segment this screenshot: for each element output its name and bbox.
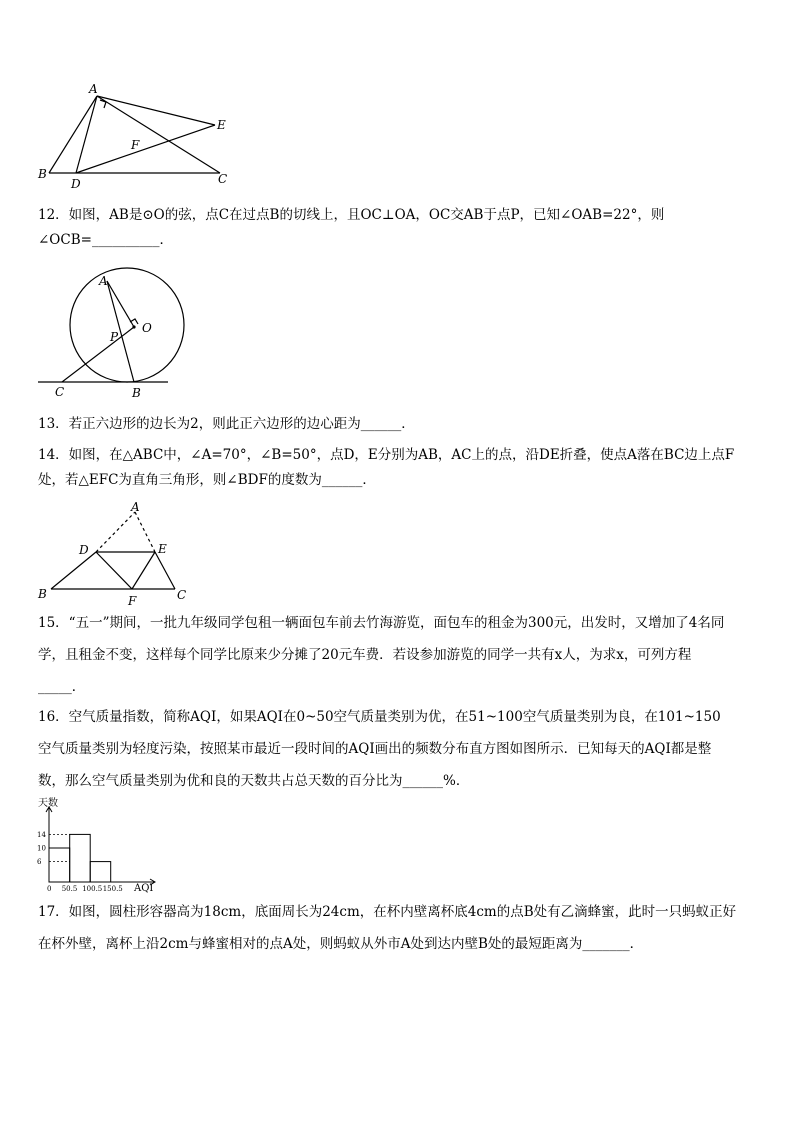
- y-axis-label: 天数: [38, 798, 58, 809]
- histogram-q16: [34, 794, 164, 894]
- question-15: [38, 611, 760, 700]
- question-13-line-1: 13．若正六边形的边长为2，则此正六边形的边心距为______．: [38, 416, 415, 432]
- question-16-line-1: 16．空气质量指数，简称AQI，如果AQI在0~50空气质量类别为优，在51~100空气质量类别为良，在101~150: [38, 709, 721, 725]
- figure-q14-svg: [36, 500, 196, 610]
- question-16-line-3: 数，那么空气质量类别为优和良的天数共占总天数的百分比为______%．: [38, 773, 470, 789]
- x-tick-label: 150.5: [102, 885, 123, 893]
- question-15-line-2: 学，且租金不变，这样每个同学比原来少分摊了20元车费．若设参加游览的同学一共有x人，为求x，可列方程: [38, 647, 692, 663]
- histogram-svg: [34, 794, 164, 894]
- y-tick-label: 10: [37, 844, 46, 853]
- figure-q12-svg: [38, 270, 208, 405]
- question-16-line-2: 空气质量类别为轻度污染，按照某市最近一段时间的AQI画出的频数分布直方图如图所示．已知每天的AQI都是整: [38, 741, 712, 757]
- question-17: [38, 900, 760, 957]
- question-13: [38, 412, 760, 437]
- question-14: [38, 443, 760, 493]
- question-14-line-2: 处，若△EFC为直角三角形，则∠BDF的度数为______．: [38, 472, 376, 488]
- label-P: P: [110, 330, 119, 344]
- label-F: F: [128, 594, 137, 608]
- x-tick-label: 0: [47, 885, 52, 893]
- histogram-bar: [70, 834, 91, 882]
- x-axis-label: AQI: [134, 883, 154, 894]
- label-B: B: [132, 386, 141, 400]
- label-C: C: [55, 385, 65, 399]
- label-A: A: [89, 82, 98, 96]
- histogram-bar: [90, 862, 111, 882]
- question-15-line-1: 15．“五一”期间，一批九年级同学包租一辆面包车前去竹海游览，面包车的租金为300元，出发时，又增加了4名同: [38, 615, 725, 631]
- y-tick-label: 6: [37, 858, 42, 867]
- label-E: E: [158, 542, 167, 556]
- question-12-line-2: ∠OCB=__________．: [38, 232, 173, 248]
- label-E: E: [217, 118, 226, 132]
- label-B: B: [38, 587, 47, 601]
- label-D: D: [71, 177, 81, 191]
- question-14-line-1: 14．如图，在△ABC中，∠A=70°，∠B=50°，点D，E分别为AB，AC上的点，沿DE折叠，使点A落在BC边上点F: [38, 447, 735, 463]
- question-12: [38, 203, 760, 253]
- x-tick-label: 100.5: [82, 885, 103, 893]
- label-C: C: [177, 588, 187, 602]
- question-12-line-1: 12．如图，AB是⊙O的弦，点C在过点B的切线上，且OC⊥OA，OC交AB于点P，已知∠OAB=22°，则: [38, 207, 665, 223]
- label-O: O: [142, 321, 152, 335]
- figure-q11: [34, 82, 234, 192]
- label-F: F: [131, 138, 140, 152]
- question-17-line-2: 在杯外壁，离杯上沿2cm与蜂蜜相对的点A处，则蚂蚁从外市A处到达内壁B处的最短距离为_______．: [38, 936, 644, 952]
- figure-q11-svg: [34, 82, 234, 192]
- label-D: D: [79, 543, 89, 557]
- label-C: C: [218, 172, 228, 186]
- y-tick-label: 14: [37, 830, 46, 839]
- label-A: A: [131, 500, 140, 514]
- question-15-line-3: _____．: [38, 679, 86, 695]
- histogram-bar: [49, 848, 70, 882]
- figure-q12: [38, 270, 208, 405]
- question-16: [38, 705, 760, 794]
- label-B: B: [38, 167, 47, 181]
- label-A: A: [99, 274, 108, 288]
- figure-q14: [36, 500, 196, 610]
- x-tick-label: 50.5: [61, 885, 78, 893]
- question-17-line-1: 17．如图，圆柱形容器高为18cm，底面周长为24cm，在杯内壁离杯底4cm的点B处有乙滴蜂蜜，此时一只蚂蚁正好: [38, 904, 737, 920]
